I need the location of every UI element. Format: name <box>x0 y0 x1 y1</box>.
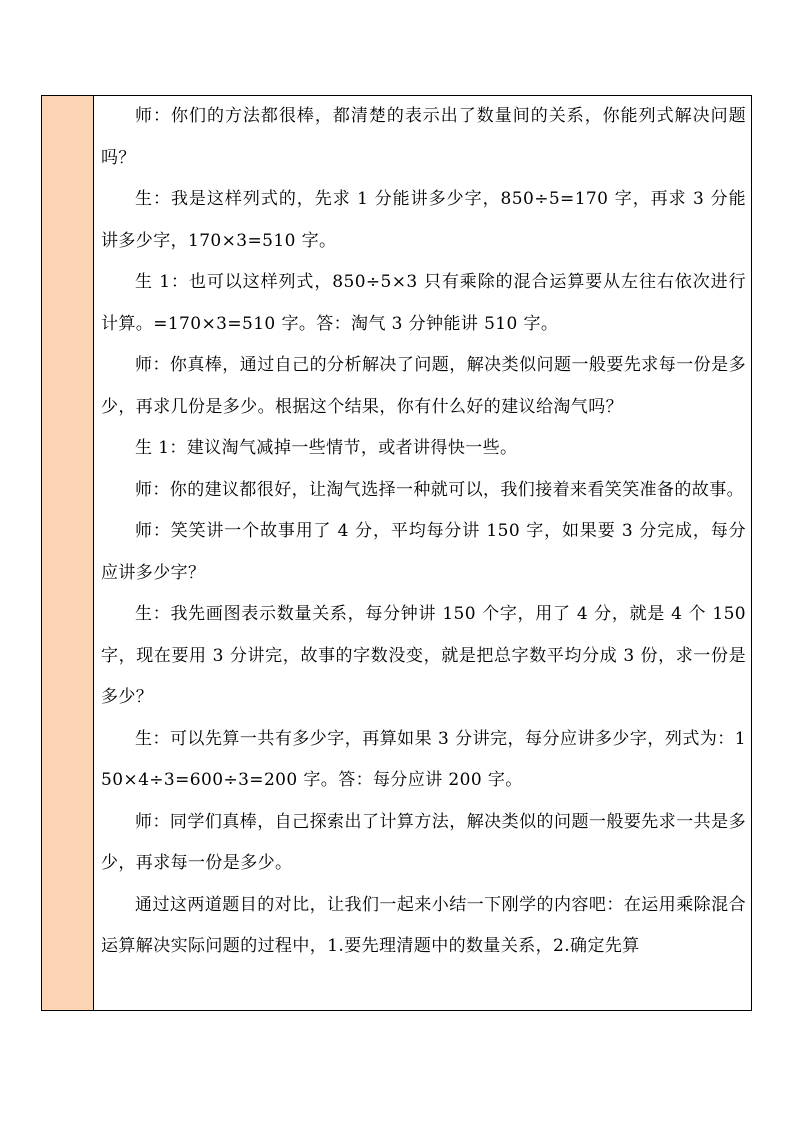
table-left-column <box>42 96 94 1010</box>
paragraph: 生 1：建议淘气减掉一些情节，或者讲得快一些。 <box>135 438 518 458</box>
paragraph: 师：你真棒，通过自己的分析解决了问题，解决类似问题一般要先求每一份是多少，再求几份是多少。根据这个结果，你有什么好的建议给淘气吗？ <box>101 355 746 417</box>
paragraph: 师：笑笑讲一个故事用了 4 分，平均每分讲 150 字，如果要 3 分完成，每分应讲多少字？ <box>101 521 746 583</box>
paragraph: 师：同学们真棒，自己探索出了计算方法，解决类似的问题一般要先求一共是多少，再求每一份是多少。 <box>101 811 746 873</box>
lesson-table <box>41 95 752 1011</box>
paragraph: 生 1：也可以这样列式，850÷5×3 只有乘除的混合运算要从左往右依次进行计算。=170×3=510 字。答：淘气 3 分钟能讲 510 字。 <box>101 272 746 334</box>
lesson-content-cell <box>94 96 751 1010</box>
paragraph: 生：我先画图表示数量关系，每分钟讲 150 个字，用了 4 分，就是 4 个 150 字，现在要用 3 分讲完，故事的字数没变，就是把总字数平均分成 3 份，求一份是多少？ <box>101 604 746 707</box>
paragraph: 师：你的建议都很好，让淘气选择一种就可以，我们接着来看笑笑准备的故事。 <box>135 479 744 500</box>
paragraph: 通过这两道题目的对比，让我们一起来小结一下刚学的内容吧：在运用乘除混合运算解决实际问题的过程中，1.要先理清题中的数量关系，2.确定先算 <box>101 894 746 956</box>
paragraph: 生：可以先算一共有多少字，再算如果 3 分讲完，每分应讲多少字，列式为：150×4÷3=600÷3=200 字。答：每分应讲 200 字。 <box>101 728 746 790</box>
paragraph: 生：我是这样列式的，先求 1 分能讲多少字，850÷5=170 字，再求 3 分能讲多少字，170×3=510 字。 <box>101 189 746 251</box>
paragraph: 师：你们的方法都很棒，都清楚的表示出了数量间的关系，你能列式解决问题吗？ <box>101 106 746 168</box>
